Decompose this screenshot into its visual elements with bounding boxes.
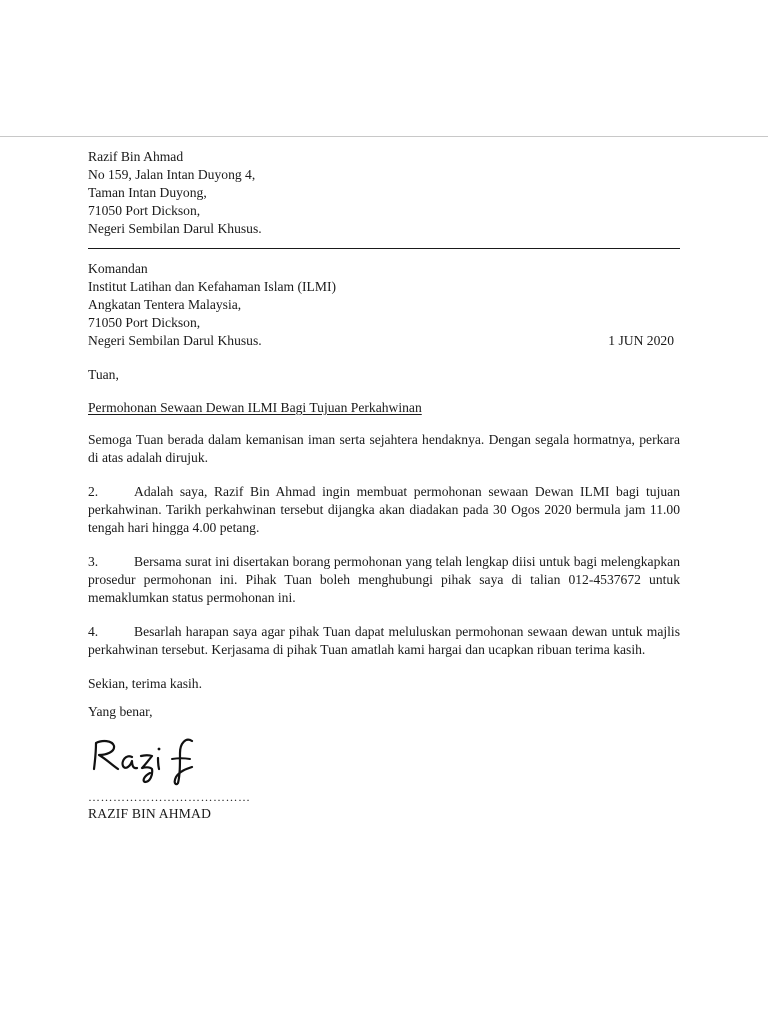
sender-name: Razif Bin Ahmad [88,149,184,164]
recipient-org-line: Angkatan Tentera Malaysia, [88,297,242,312]
paragraph-number: 3. [88,554,99,569]
sender-address-line: Taman Intan Duyong, [88,185,207,200]
recipient-address-block [88,260,680,350]
page-top-divider [0,136,768,137]
letter-date: 1 JUN 2020 [608,333,674,348]
recipient-address-date-row [88,332,674,350]
handwritten-signature [88,731,228,787]
recipient-address-line: 71050 Port Dickson, [88,315,201,330]
salutation: Tuan, [88,367,119,382]
recipient-title: Komandan [88,261,148,276]
intro-paragraph: Semoga Tuan berada dalam kemanisan iman serta sejahtera hendaknya. Dengan segala hormatnya, perkara di atas adalah dirujuk. [88,432,680,465]
signer-name: RAZIF BIN AHMAD [88,806,212,821]
recipient-address-line: Negeri Sembilan Darul Khusus. [88,333,262,348]
sender-address-line: Negeri Sembilan Darul Khusus. [88,221,262,236]
sender-address-line: 71050 Port Dickson, [88,203,201,218]
paragraph-text: Bersama surat ini disertakan borang permohonan yang telah lengkap diisi untuk bagi melengkapkan prosedur permohonan ini. Pihak Tuan boleh menghubungi pihak saya di talian 012-4537672 untuk memaklumkan status permohonan ini. [88,554,680,605]
letterhead-divider [88,248,680,249]
yours-faithfully: Yang benar, [88,704,153,719]
paragraph-4 [88,623,680,659]
paragraph-3 [88,553,680,607]
paragraph-number: 4. [88,624,99,639]
paragraph-text: Adalah saya, Razif Bin Ahmad ingin membuat permohonan sewaan Dewan ILMI bagi tujuan perkahwinan. Tarikh perkahwinan tersebut dijangka akan diadakan pada 30 Ogos 2020 bermula jam 11.00 tengah hari hingga 4.00 petang. [88,484,680,535]
closing-line: Sekian, terima kasih. [88,676,203,691]
letter-page [88,148,680,823]
paragraph-number: 2. [88,484,99,499]
signature-dotted-line: ………………………………… [88,790,251,804]
recipient-org-line: Institut Latihan dan Kefahaman Islam (ILMI) [88,279,336,294]
letter-subject: Permohonan Sewaan Dewan ILMI Bagi Tujuan Perkahwinan [88,400,422,415]
sender-address-line: No 159, Jalan Intan Duyong 4, [88,167,256,182]
sender-address-block [88,148,680,238]
paragraph-2 [88,483,680,537]
paragraph-text: Besarlah harapan saya agar pihak Tuan dapat meluluskan permohonan sewaan dewan untuk majlis perkahwinan tersebut. Kerjasama di pihak Tuan amatlah kami hargai dan ucapkan ribuan terima kasih. [88,624,680,657]
